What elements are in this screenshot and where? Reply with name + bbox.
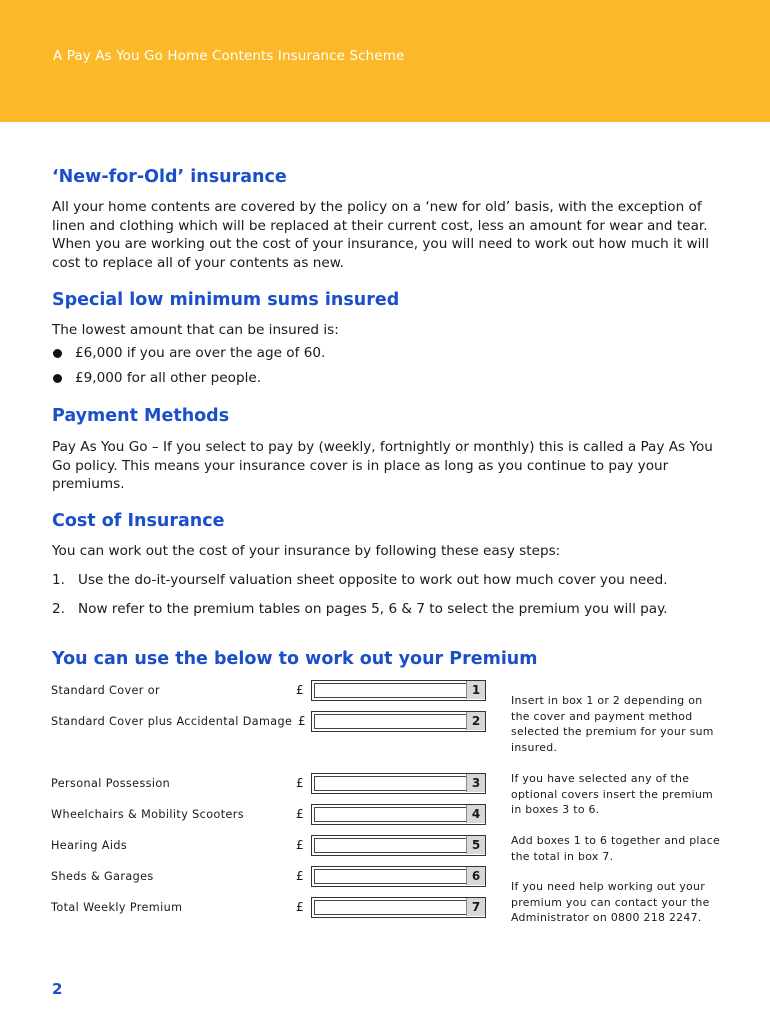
premium-box-7[interactable] — [311, 897, 486, 918]
pound-sign: £ — [296, 683, 304, 697]
step-text: Now refer to the premium tables on pages 5, 6 & 7 to select the premium you will pay. — [78, 601, 668, 617]
page-number: 2 — [52, 980, 63, 998]
bullet-icon — [53, 374, 62, 383]
cost-heading: Cost of Insurance — [52, 511, 225, 531]
pound-sign: £ — [296, 776, 304, 790]
header-banner — [0, 0, 770, 122]
note-box-1-2: Insert in box 1 or 2 depending on the cover and payment method selected the premium for your sum insured. — [511, 694, 714, 754]
pound-sign: £ — [296, 869, 304, 883]
premium-box-1[interactable] — [311, 680, 486, 701]
pound-sign: £ — [296, 838, 304, 852]
box-number: 3 — [466, 774, 485, 792]
premium-box-3[interactable] — [311, 773, 486, 794]
pound-sign: £ — [296, 900, 304, 914]
note-optional-covers: If you have selected any of the optional covers insert the premium in boxes 3 to 6. — [511, 772, 714, 817]
form-label-personal-possession: Personal Possession — [51, 777, 171, 790]
box-number: 6 — [466, 867, 485, 885]
premium-form-heading: You can use the below to work out your Premium — [52, 649, 538, 669]
premium-box-5[interactable] — [311, 835, 486, 856]
pound-sign: £ — [296, 807, 304, 821]
step-number: 2. — [52, 601, 65, 617]
minimum-sums-bullet: £6,000 if you are over the age of 60. — [75, 345, 326, 361]
form-label-wheelchairs: Wheelchairs & Mobility Scooters — [51, 808, 245, 821]
box-number: 4 — [466, 805, 485, 823]
document-title: A Pay As You Go Home Contents Insurance Scheme — [53, 48, 405, 64]
form-label-accidental-damage: Standard Cover plus Accidental Damage — [51, 715, 293, 728]
form-label-sheds-garages: Sheds & Garages — [51, 870, 154, 883]
form-label-total-weekly-premium: Total Weekly Premium — [51, 901, 183, 914]
box-number: 7 — [466, 898, 485, 916]
step-text: Use the do-it-yourself valuation sheet opposite to work out how much cover you need. — [78, 572, 668, 588]
bullet-icon — [53, 349, 62, 358]
form-label-hearing-aids: Hearing Aids — [51, 839, 128, 852]
minimum-sums-intro: The lowest amount that can be insured is: — [52, 322, 339, 338]
cost-intro: You can work out the cost of your insurance by following these easy steps: — [52, 543, 561, 559]
step-number: 1. — [52, 572, 65, 588]
box-number: 1 — [466, 681, 485, 699]
new-for-old-body: All your home contents are covered by the policy on a ‘new for old’ basis, with the exception of linen and clothing which will be replaced at their current cost, less an amount for wear and tear. When you are working out the cost of your insurance, you will need to work out how much it will cost to replace all of your contents as new. — [52, 199, 709, 271]
box-number: 5 — [466, 836, 485, 854]
premium-box-6[interactable] — [311, 866, 486, 887]
pound-sign: £ — [298, 714, 306, 728]
minimum-sums-bullet: £9,000 for all other people. — [75, 370, 262, 386]
new-for-old-heading: ‘New-for-Old’ insurance — [52, 167, 287, 187]
premium-box-4[interactable] — [311, 804, 486, 825]
note-add-boxes: Add boxes 1 to 6 together and place the total in box 7. — [511, 834, 721, 863]
form-label-standard-cover: Standard Cover or — [51, 684, 161, 697]
minimum-sums-heading: Special low minimum sums insured — [52, 290, 400, 310]
note-help-contact: If you need help working out your premium you can contact your the Administrator on 0800 218 2247. — [511, 880, 710, 925]
payment-methods-body: Pay As You Go – If you select to pay by (weekly, fortnightly or monthly) this is called a Pay As You Go policy. This means your insurance cover is in place as long as you continue to pay your premiums. — [52, 439, 713, 493]
payment-methods-heading: Payment Methods — [52, 406, 230, 426]
box-number: 2 — [466, 712, 485, 730]
premium-box-2[interactable] — [311, 711, 486, 732]
